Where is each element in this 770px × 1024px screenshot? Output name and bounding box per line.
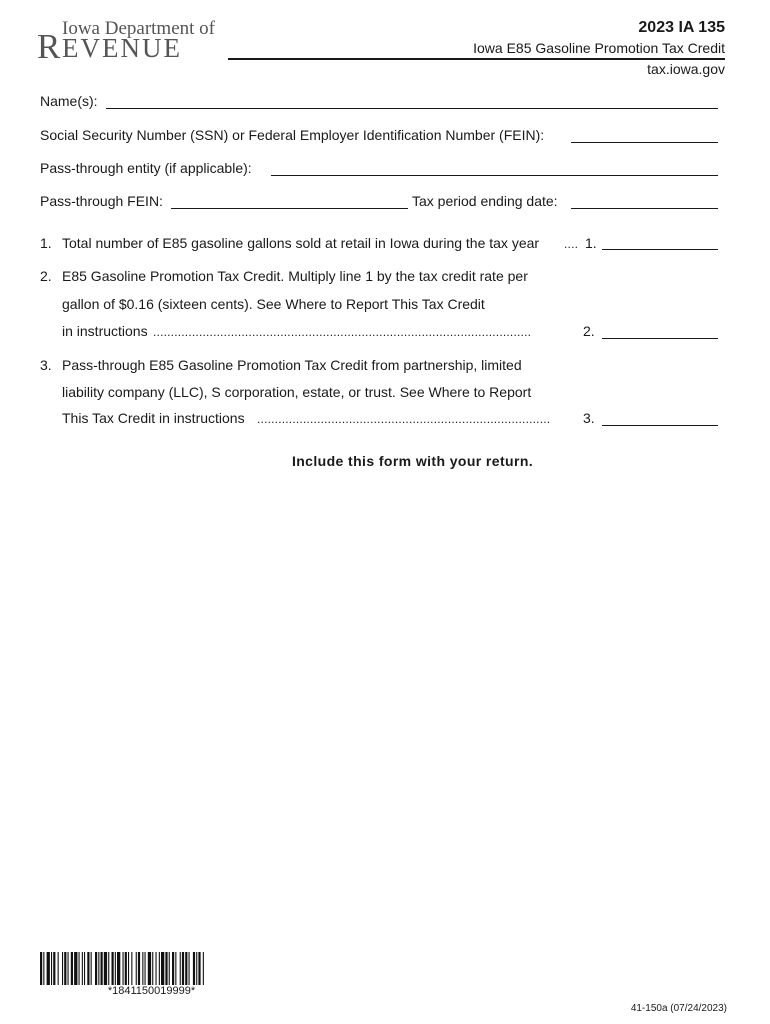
line-1-text: Total number of E85 gasoline gallons sold at retail in Iowa during the tax year [62, 235, 540, 251]
pass-through-entity-field[interactable] [271, 175, 718, 176]
tax-period-label: Tax period ending date: [412, 193, 558, 209]
barcode-bar [123, 952, 124, 985]
form-title: 2023 IA 135 [638, 19, 725, 36]
barcode-bar [198, 952, 200, 985]
line-1-number: 1. [40, 235, 52, 251]
barcode-bar [82, 952, 83, 985]
barcode-bar [180, 952, 181, 985]
line-3-leader-dots: ................................................................................... [257, 412, 551, 426]
ssn-fein-label: Social Security Number (SSN) or Federal Employer Identification Number (FEIN): [40, 127, 545, 143]
barcode-image [40, 952, 263, 985]
barcode-bar [185, 952, 187, 985]
barcode-bar [152, 952, 153, 985]
barcode-bar [115, 952, 116, 985]
barcode-bar [91, 952, 92, 985]
line-2-number: 2. [40, 268, 52, 284]
line-2-text-2: gallon of $0.16 (sixteen cents). See Where to Report This Tax Credit [62, 296, 485, 312]
line-2-text-3: in instructions [62, 323, 148, 339]
barcode-bar [98, 952, 99, 985]
barcode-bar [128, 952, 129, 985]
barcode-bar [145, 952, 146, 985]
line-3-text-2: liability company (LLC), S corporation, estate, or trust. See Where to Report [62, 384, 532, 400]
barcode-bar [62, 952, 63, 985]
barcode-bar [87, 952, 89, 985]
barcode-bar [117, 952, 120, 985]
barcode-bar [136, 952, 137, 985]
line-3-text-1: Pass-through E85 Gasoline Promotion Tax Credit from partnership, limited [62, 357, 522, 373]
barcode-bar [175, 952, 176, 985]
barcode-bar [58, 952, 59, 985]
include-form-note: Include this form with your return. [291, 453, 534, 469]
barcode-bar [64, 952, 66, 985]
barcode-bar [189, 952, 190, 985]
pass-through-fein-label: Pass-through FEIN: [40, 193, 163, 209]
barcode-bar [131, 952, 132, 985]
barcode-bar [47, 952, 50, 985]
barcode-bar [193, 952, 195, 985]
line-3-text-3: This Tax Credit in instructions [62, 410, 245, 426]
barcode-bar [142, 952, 143, 985]
barcode-bar [40, 952, 42, 985]
line-3-number: 3. [40, 357, 52, 373]
names-field[interactable] [106, 108, 718, 109]
barcode-bar [51, 952, 52, 985]
barcode-bar [53, 952, 55, 985]
line-3-ref: 3. [583, 410, 595, 426]
line-2-text-1: E85 Gasoline Promotion Tax Credit. Multiply line 1 by the tax credit rate per [62, 268, 528, 284]
barcode-bar [71, 952, 73, 985]
barcode-bar [203, 952, 204, 985]
barcode-bar [74, 952, 77, 985]
barcode-bar [196, 952, 197, 985]
line-1-ref: 1. [585, 235, 597, 251]
barcode-bar [108, 952, 109, 985]
barcode-bar [112, 952, 114, 985]
barcode-bar [43, 952, 44, 985]
pass-through-entity-label: Pass-through entity (if applicable): [40, 160, 252, 176]
agency-logo-top-text: Iowa Department of [62, 18, 215, 39]
names-label: Name(s): [40, 93, 98, 109]
line-1-amount-field[interactable] [602, 249, 718, 250]
barcode-bar [138, 952, 140, 985]
header-rule [228, 58, 725, 60]
barcode-number: *1841150019999* [107, 985, 196, 997]
barcode-bar [148, 952, 151, 985]
barcode-bar [161, 952, 164, 985]
line-3-amount-field[interactable] [602, 425, 718, 426]
barcode-bar [156, 952, 157, 985]
barcode-bar [165, 952, 167, 985]
form-subtitle: Iowa E85 Gasoline Promotion Tax Credit [473, 40, 725, 56]
agency-logo-initial: R [37, 27, 61, 66]
line-1-leader-dots: .... [564, 237, 579, 251]
barcode-bar [125, 952, 127, 985]
pass-through-fein-field[interactable] [171, 208, 408, 209]
barcode-bar [79, 952, 80, 985]
website-url: tax.iowa.gov [647, 61, 725, 77]
line-2-ref: 2. [583, 323, 595, 339]
agency-logo-wordmark: EVENUE [62, 33, 182, 63]
barcode-bar [104, 952, 107, 985]
barcode-bar [101, 952, 103, 985]
barcode-bar [169, 952, 170, 985]
ssn-fein-field[interactable] [571, 142, 718, 143]
barcode-bar [159, 952, 160, 985]
barcode-bar [68, 952, 69, 985]
barcode-bar [182, 952, 184, 985]
barcode-bar [95, 952, 97, 985]
line-2-leader-dots: ........................................................................................................... [153, 325, 532, 339]
barcode-bar [172, 952, 174, 985]
form-revision-number: 41-150a (07/24/2023) [630, 1003, 727, 1014]
tax-period-field[interactable] [571, 208, 718, 209]
barcode-bar [84, 952, 85, 985]
line-2-amount-field[interactable] [602, 338, 718, 339]
